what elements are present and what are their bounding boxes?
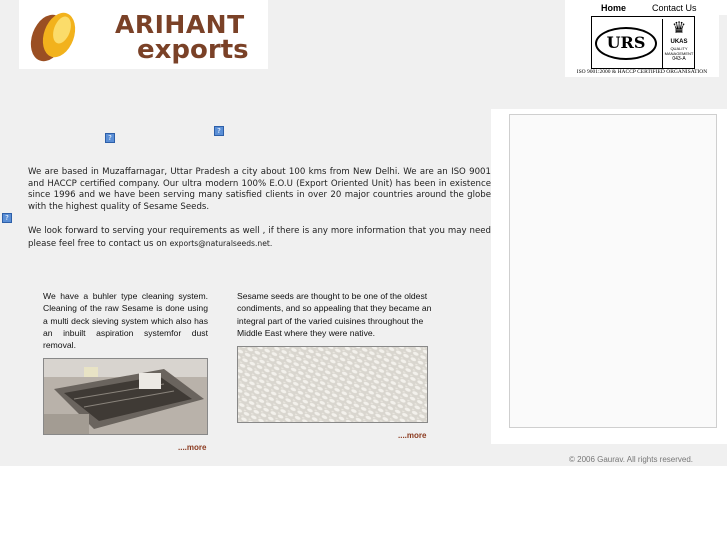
contact-text: We look forward to serving your requirements as well , if there is any more information that you may need please feel free to contact us on [28,226,491,249]
ukas-logo [662,19,695,68]
crown-icon: ♛ [671,20,687,37]
ukas-label: UKAS [670,39,688,45]
intro-paragraph: We are based in Muzaffarnagar, Uttar Pradesh a city about 100 kms from New Delhi. We are an ISO 9001 and HACCP certified company. Our ultra modern 100% E.O.U (Export Oriented Unit) has been in existence since 1996 and we have been serving many satisfied clients in over 20 major countries around the globe with the highest quality of Sesame Seeds. [28,167,491,212]
seed-logo-icon [24,8,82,64]
feature-cleaning-more-link[interactable]: ....more [178,443,207,452]
help-icon[interactable]: ? [2,213,12,223]
brand-name-bottom: exports [137,35,249,65]
contact-email[interactable]: exports@naturalseeds.net. [169,238,273,248]
certification-badge [565,15,719,77]
ukas-sub-label: QUALITY MANAGEMENT [664,46,694,56]
top-nav [565,0,727,15]
feature-cleaning-text: We have a buhler type cleaning system. Cleaning of the raw Sesame is done using a multi deck sieving system which also has an inbuilt aspiration systemfor dust removal. [43,291,208,351]
feature-sesame-text: Sesame seeds are thought to be one of the oldest condiments, and so appealing that they became an integral part of the varied cuisines throughout the Middle East where they were native. [237,291,432,338]
nav-contact-link[interactable]: Contact Us [652,3,697,13]
brand-logo[interactable] [19,0,268,69]
help-icon[interactable]: ? [105,133,115,143]
contact-paragraph [28,226,491,250]
cleaning-machine-image [43,358,208,435]
ukas-number: 043-A [672,56,686,62]
help-icon[interactable]: ? [214,126,224,136]
feature-sesame-more-link[interactable]: ....more [398,431,427,440]
cert-logo-box [591,16,695,69]
brand-name-top: ARIHANT [115,10,245,39]
copyright-text: © 2006 Gaurav. All rights reserved. [569,455,694,464]
cert-caption: ISO 9001:2000 & HACCP CERTIFIED ORGANISATION [576,69,708,75]
urs-logo: URS [595,27,657,60]
nav-home-link[interactable]: Home [601,3,627,13]
sesame-seeds-image [237,346,428,423]
side-panel-frame [509,114,717,428]
